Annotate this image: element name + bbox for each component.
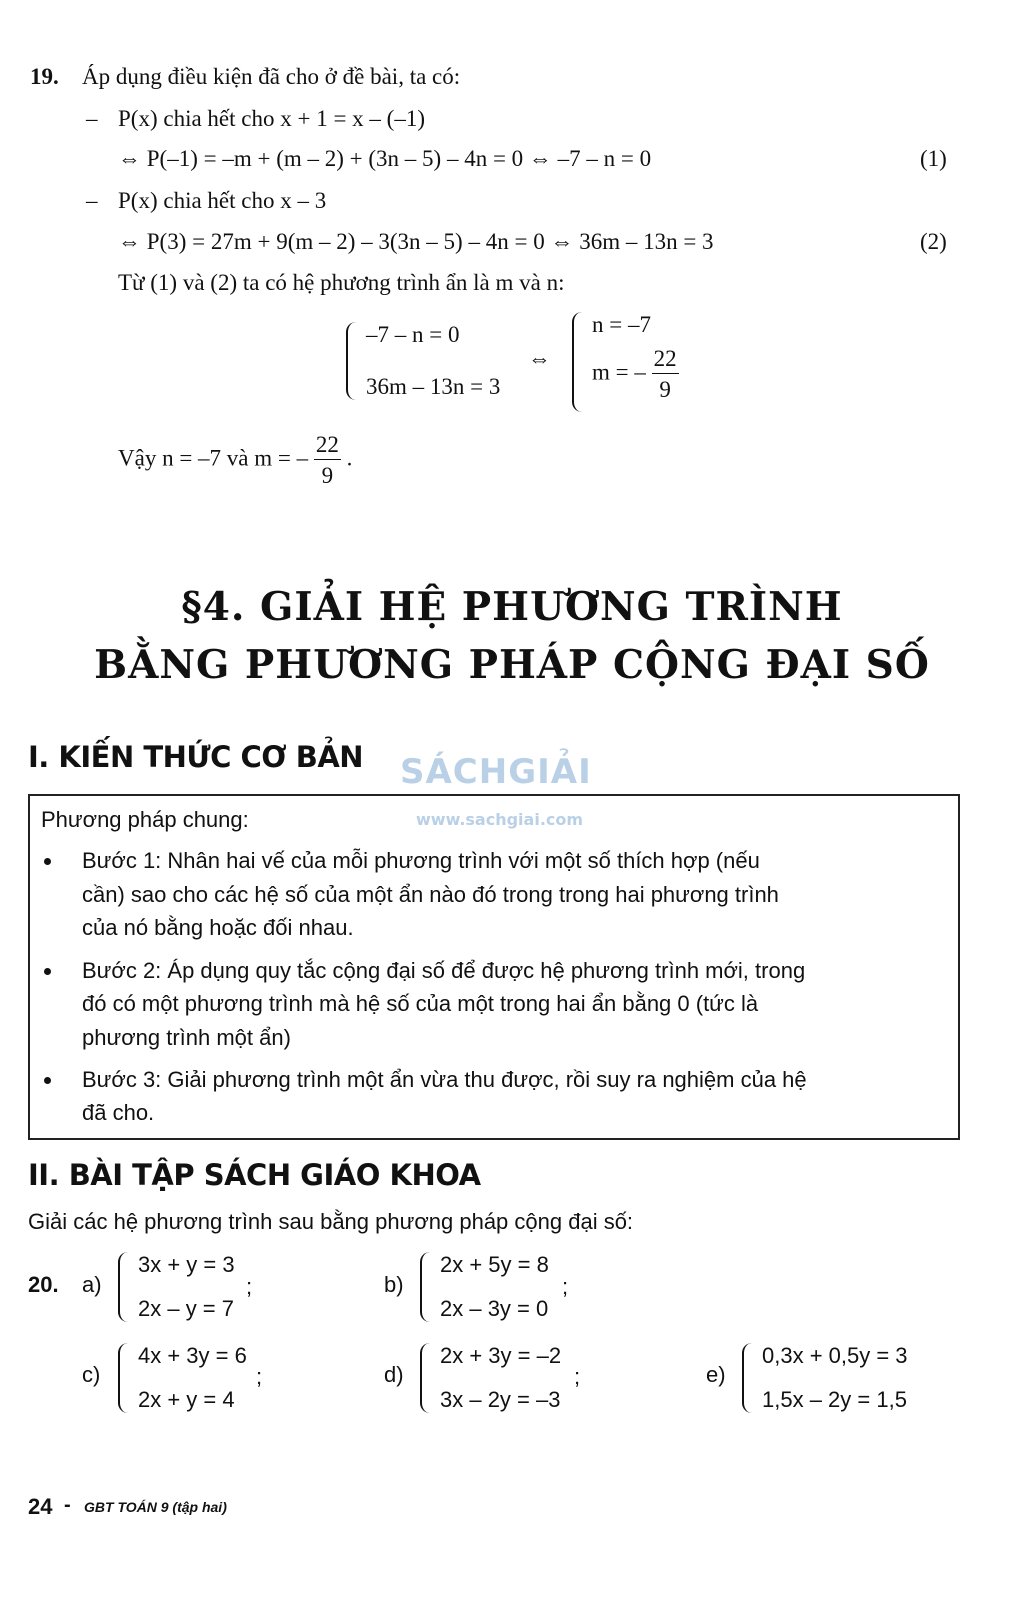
system-b (420, 1252, 549, 1322)
fraction (652, 346, 679, 403)
brace (420, 1252, 434, 1322)
exercise-number: 19. (30, 64, 59, 89)
conclusion (118, 432, 352, 489)
step-1-line: cần) sao cho các hệ số của một ẩn nào đó trong trong hai phương trình (82, 882, 779, 907)
system-equation: m = – (592, 359, 646, 385)
system-left (346, 322, 500, 400)
brace (572, 312, 586, 412)
watermark-logo: SÁCHGIẢI (400, 752, 592, 792)
system-equation: 3x + y = 3 (138, 1252, 235, 1277)
brace (118, 1252, 132, 1322)
system-d (420, 1343, 561, 1413)
box-title: Phương pháp chung: (41, 807, 249, 832)
system-equation: 2x – 3y = 0 (440, 1296, 549, 1321)
bullet-icon (44, 968, 51, 975)
section-title-line-2: BẰNG PHƯƠNG PHÁP CỘNG ĐẠI SỐ (94, 642, 930, 688)
system-equation: 3x – 2y = –3 (440, 1387, 561, 1412)
system-e (742, 1343, 908, 1413)
equation-tag-1: (1) (920, 146, 947, 171)
fraction (314, 432, 341, 489)
part-label-a: a) (82, 1272, 102, 1297)
list-dash: – (86, 106, 98, 131)
watermark-url: www.sachgiai.com (416, 810, 584, 829)
book-title: GBT TOÁN 9 (tập hai) (84, 1499, 227, 1515)
equation-2: ⇔ P(3) = 27m + 9(m – 2) – 3(3n – 5) – 4n = 0 ⇔ 36m – 13n = 3 (118, 229, 714, 254)
bullet-icon (44, 1077, 51, 1084)
step-2-line: phương trình một ẩn) (82, 1025, 291, 1050)
part-label-d: d) (384, 1362, 404, 1387)
system-equation: –7 – n = 0 (366, 322, 460, 347)
fraction-denominator: 9 (321, 463, 334, 489)
part-1-heading: I. KIẾN THỨC CƠ BẢN (28, 740, 364, 774)
separator: ; (246, 1274, 253, 1299)
system-right (572, 312, 679, 412)
system-equation: 36m – 13n = 3 (366, 374, 501, 399)
system-equation: 2x + 3y = –2 (440, 1343, 562, 1368)
bullet-icon (44, 858, 51, 865)
part-label-b: b) (384, 1272, 404, 1297)
system-equation: 2x + 5y = 8 (440, 1252, 549, 1277)
system-intro: Từ (1) và (2) ta có hệ phương trình ẩn là m và n: (118, 270, 565, 295)
page-number: 24 (28, 1494, 53, 1519)
system-a (118, 1252, 235, 1322)
separator: ; (562, 1274, 569, 1299)
system-equation: n = –7 (592, 312, 651, 337)
brace (346, 322, 360, 400)
equation-tag-2: (2) (920, 229, 947, 254)
system-equation: 2x – y = 7 (138, 1296, 235, 1321)
fraction-denominator: 9 (659, 377, 671, 403)
brace (118, 1343, 132, 1413)
equivalence-sign: ⇔ (528, 346, 551, 371)
system-equation: 4x + 3y = 6 (138, 1343, 247, 1368)
step-3-line: Bước 3: Giải phương trình một ẩn vừa thu được, rồi suy ra nghiệm của hệ (82, 1067, 807, 1092)
fraction-numerator: 22 (652, 346, 679, 374)
instruction: Giải các hệ phương trình sau bằng phương pháp cộng đại số: (28, 1209, 634, 1234)
step-1-line: Bước 1: Nhân hai vế của mỗi phương trình với một số thích hợp (nếu (82, 848, 760, 873)
conclusion-period: . (346, 445, 353, 471)
condition-2: P(x) chia hết cho x – 3 (118, 188, 327, 213)
brace (420, 1343, 434, 1413)
exercise-intro: Áp dụng điều kiện đã cho ở đề bài, ta có: (82, 64, 461, 89)
list-dash: – (86, 188, 98, 213)
separator: ; (574, 1364, 581, 1389)
equation-1: ⇔ P(–1) = –m + (m – 2) + (3n – 5) – 4n = 0 ⇔ –7 – n = 0 (118, 146, 652, 171)
step-2-line: đó có một phương trình mà hệ số của một trong hai ẩn bằng 0 (tức là (82, 991, 759, 1016)
brace (742, 1343, 756, 1413)
part-label-e: e) (706, 1362, 726, 1387)
exercise-number: 20. (28, 1272, 59, 1297)
part-2-heading: II. BÀI TẬP SÁCH GIÁO KHOA (28, 1158, 481, 1192)
system-equation: 2x + y = 4 (138, 1387, 235, 1412)
fraction-numerator: 22 (314, 432, 341, 460)
system-equation: 1,5x – 2y = 1,5 (762, 1387, 907, 1412)
system-c (118, 1343, 247, 1413)
section-title-line-1: §4. GIẢI HỆ PHƯƠNG TRÌNH (181, 584, 843, 630)
step-3-line: đã cho. (82, 1100, 155, 1125)
conclusion-text: Vậy n = –7 và m = – (118, 445, 309, 471)
step-2-line: Bước 2: Áp dụng quy tắc cộng đại số để được hệ phương trình mới, trong (82, 958, 806, 983)
footer-separator: - (64, 1494, 71, 1516)
separator: ; (256, 1364, 263, 1389)
system-equation: 0,3x + 0,5y = 3 (762, 1343, 908, 1368)
step-1-line: của nó bằng hoặc đối nhau. (82, 915, 354, 940)
condition-1: P(x) chia hết cho x + 1 = x – (–1) (118, 106, 425, 131)
part-label-c: c) (82, 1362, 101, 1387)
